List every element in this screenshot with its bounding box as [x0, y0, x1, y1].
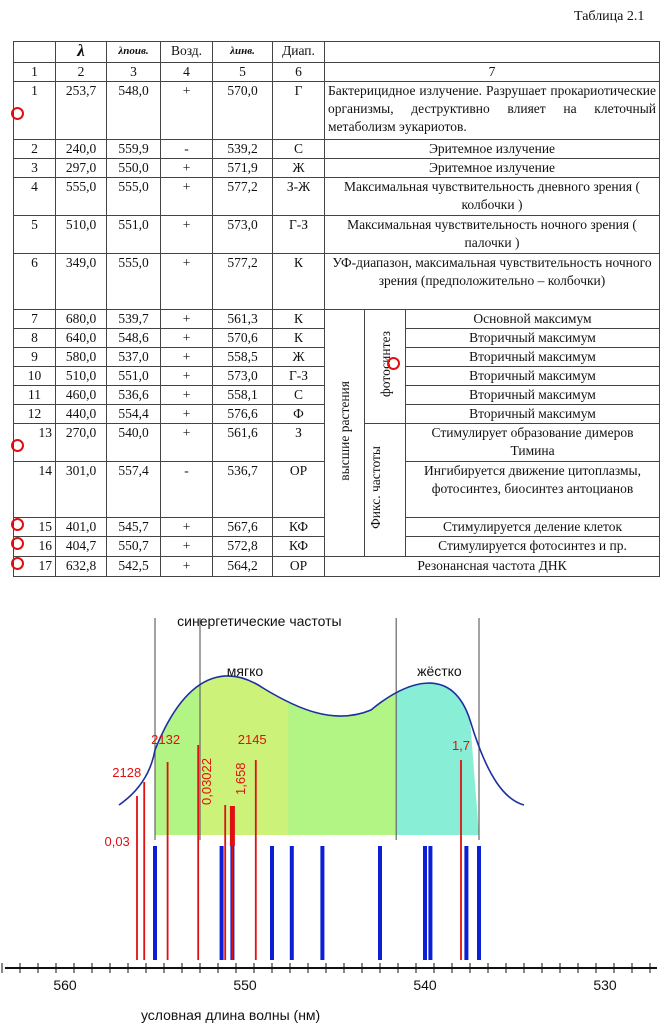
cell-lambda-poiv: 537,0 [107, 348, 161, 367]
row-number: 8 [14, 329, 56, 348]
cell-vozd: + [161, 329, 213, 348]
row-number: 10 [14, 367, 56, 386]
cell-lambda: 440,0 [56, 405, 107, 424]
spectrum-chart [0, 600, 660, 1027]
column-number: 4 [161, 63, 213, 82]
cell-lambda-inv: 570,6 [213, 329, 273, 348]
x-axis-label: условная длина волны (нм) [140, 1007, 321, 1023]
cell-vozd: + [161, 405, 213, 424]
row-number: 9 [14, 348, 56, 367]
region-label-soft: мягко [226, 663, 264, 679]
cell-diap: ОР [273, 557, 325, 577]
row-number: 4 [14, 178, 56, 216]
table-row [14, 82, 660, 140]
header-vozd: Возд. [161, 42, 213, 63]
cell-desc: Вторичный максимум [406, 329, 660, 348]
cell-vozd: + [161, 178, 213, 216]
red-line-thick [230, 806, 235, 846]
row-number: 17 [14, 557, 56, 577]
cell-desc: Стимулируется фотосинтез и пр. [406, 537, 660, 557]
cell-diap: З-Ж [273, 178, 325, 216]
cell-lambda-poiv: 554,4 [107, 405, 161, 424]
cell-desc: Эритемное излучение [325, 159, 660, 178]
x-tick-label: 560 [53, 977, 77, 993]
cell-vozd: + [161, 310, 213, 329]
red-label: 0,03 [104, 834, 130, 849]
cell-vozd: + [161, 82, 213, 140]
cell-diap: Ж [273, 348, 325, 367]
cell-lambda-inv: 561,3 [213, 310, 273, 329]
cell-desc: Вторичный максимум [406, 405, 660, 424]
cell-vozd: + [161, 518, 213, 537]
red-label: 2145 [237, 732, 267, 747]
cell-lambda-poiv: 557,4 [107, 462, 161, 518]
red-label: 1,658 [233, 762, 248, 795]
cell-diap: К [273, 310, 325, 329]
red-label: 2128 [112, 765, 142, 780]
table-row [14, 310, 660, 329]
row-number: 7 [14, 310, 56, 329]
blue-line [320, 846, 324, 960]
row-number: 12 [14, 405, 56, 424]
row-number: 1 [14, 82, 56, 140]
cell-lambda-inv: 577,2 [213, 254, 273, 310]
cell-lambda-poiv: 551,0 [107, 216, 161, 254]
cell-lambda: 240,0 [56, 140, 107, 159]
cell-lambda: 404,7 [56, 537, 107, 557]
row-marker-circle [11, 439, 24, 452]
cell-desc: Основной максимум [406, 310, 660, 329]
blue-line [290, 846, 294, 960]
cell-desc: УФ-диапазон, максимальная чувствительность ночного зрения (предположительно – колбочки) [325, 254, 660, 310]
row-number: 14 [14, 462, 56, 518]
chart-title: синергетические частоты [177, 613, 342, 629]
header-lambda: λ [56, 42, 107, 63]
cell-vozd: + [161, 537, 213, 557]
blue-line [477, 846, 481, 960]
cell-lambda-poiv: 548,6 [107, 329, 161, 348]
header-lambda-inv: λинв. [213, 42, 273, 63]
cell-lambda-inv: 573,0 [213, 367, 273, 386]
group-higher-plants [325, 310, 365, 557]
row-marker-circle [11, 557, 24, 570]
cell-desc: Максимальная чувствительность дневного зрения ( колбочки ) [325, 178, 660, 216]
cell-vozd: + [161, 348, 213, 367]
cell-lambda: 253,7 [56, 82, 107, 140]
row-number: 6 [14, 254, 56, 310]
cell-vozd: + [161, 216, 213, 254]
cell-diap: Ж [273, 159, 325, 178]
cell-lambda: 640,0 [56, 329, 107, 348]
cell-desc: Ингибируется движение цитоплазмы, фотосинтез, биосинтез антоцианов [406, 462, 660, 518]
cell-vozd: + [161, 159, 213, 178]
row-number: 2 [14, 140, 56, 159]
row-marker-circle [11, 518, 24, 531]
cell-lambda-inv: 577,2 [213, 178, 273, 216]
cell-lambda-inv: 558,1 [213, 386, 273, 405]
red-label: 1,7 [451, 738, 471, 753]
table-caption: Таблица 2.1 [574, 9, 645, 24]
group-photosynthesis [365, 310, 406, 424]
group-higher-plants-label: высшие растения [337, 380, 352, 481]
cell-desc: Бактерицидное излучение. Разрушает прокариотические организмы, деструктивно влияет на клеточный метаболизм эукариотов. [325, 82, 660, 140]
column-number: 3 [107, 63, 161, 82]
blue-line [428, 846, 432, 960]
cell-lambda-inv: 576,6 [213, 405, 273, 424]
cell-diap: З [273, 424, 325, 462]
cell-vozd: - [161, 462, 213, 518]
row-number: 16 [14, 537, 56, 557]
cell-lambda-inv: 564,2 [213, 557, 273, 577]
row-number: 15 [14, 518, 56, 537]
cell-lambda-inv: 571,9 [213, 159, 273, 178]
table-row [14, 159, 660, 178]
cell-lambda-inv: 573,0 [213, 216, 273, 254]
row-marker-circle [11, 107, 24, 120]
cell-lambda-inv: 572,8 [213, 537, 273, 557]
cell-vozd: + [161, 367, 213, 386]
data-table [13, 41, 660, 577]
cell-desc: Максимальная чувствительность ночного зрения ( палочки ) [325, 216, 660, 254]
cell-lambda-inv: 539,2 [213, 140, 273, 159]
column-number: 1 [14, 63, 56, 82]
header-row [14, 42, 660, 63]
cell-lambda-poiv: 550,0 [107, 159, 161, 178]
x-tick-label: 530 [593, 977, 617, 993]
cell-desc: Стимулирует образование димеров Тимина [406, 424, 660, 462]
group-photosynthesis-label: фотосинтез [377, 331, 393, 397]
cell-lambda: 270,0 [56, 424, 107, 462]
cell-lambda: 510,0 [56, 367, 107, 386]
group-fix-freq [365, 424, 406, 557]
cell-diap: К [273, 254, 325, 310]
column-number: 5 [213, 63, 273, 82]
cell-desc: Резонансная частота ДНК [325, 557, 660, 577]
row-number: 3 [14, 159, 56, 178]
cell-lambda-poiv: 539,7 [107, 310, 161, 329]
table-row [14, 178, 660, 216]
x-tick-label: 540 [413, 977, 437, 993]
cell-lambda: 460,0 [56, 386, 107, 405]
cell-desc: Вторичный максимум [406, 367, 660, 386]
table-row [14, 216, 660, 254]
row-marker-circle [387, 357, 400, 370]
table-row [14, 254, 660, 310]
cell-diap: С [273, 386, 325, 405]
cell-vozd: + [161, 424, 213, 462]
cell-vozd: + [161, 557, 213, 577]
cell-lambda-poiv: 536,6 [107, 386, 161, 405]
cell-diap: Г-З [273, 367, 325, 386]
header-empty [14, 42, 56, 63]
header-desc [325, 42, 660, 63]
red-label: 2132 [151, 732, 181, 747]
blue-line [464, 846, 468, 960]
cell-lambda: 297,0 [56, 159, 107, 178]
cell-vozd: - [161, 140, 213, 159]
cell-lambda-poiv: 548,0 [107, 82, 161, 140]
cell-lambda-poiv: 542,5 [107, 557, 161, 577]
cell-lambda: 301,0 [56, 462, 107, 518]
blue-line [270, 846, 274, 960]
cell-lambda: 510,0 [56, 216, 107, 254]
cell-lambda: 555,0 [56, 178, 107, 216]
cell-desc: Эритемное излучение [325, 140, 660, 159]
row-marker-circle [11, 537, 24, 550]
region-fill-1 [396, 600, 479, 840]
cell-lambda: 401,0 [56, 518, 107, 537]
cell-lambda-inv: 567,6 [213, 518, 273, 537]
table-row [14, 557, 660, 577]
blue-line [153, 846, 157, 960]
red-label: 0,03022 [198, 758, 214, 805]
blue-line [378, 846, 382, 960]
table-row [14, 140, 660, 159]
cell-lambda-inv: 558,5 [213, 348, 273, 367]
column-number: 2 [56, 63, 107, 82]
cell-diap: Г-З [273, 216, 325, 254]
cell-lambda-poiv: 550,7 [107, 537, 161, 557]
cell-lambda-poiv: 555,0 [107, 178, 161, 216]
header-lambda-poiv: λпоив. [107, 42, 161, 63]
cell-vozd: + [161, 254, 213, 310]
cell-lambda-poiv: 551,0 [107, 367, 161, 386]
cell-lambda: 580,0 [56, 348, 107, 367]
region-label-hard: жёстко [417, 663, 462, 679]
cell-lambda-poiv: 559,9 [107, 140, 161, 159]
x-tick-label: 550 [233, 977, 257, 993]
header-diap: Диап. [273, 42, 325, 63]
cell-desc: Вторичный максимум [406, 386, 660, 405]
row-number: 5 [14, 216, 56, 254]
cell-lambda: 680,0 [56, 310, 107, 329]
row-number: 11 [14, 386, 56, 405]
cell-diap: Г [273, 82, 325, 140]
cell-lambda-inv: 570,0 [213, 82, 273, 140]
cell-diap: КФ [273, 537, 325, 557]
cell-vozd: + [161, 386, 213, 405]
cell-desc: Вторичный максимум [406, 348, 660, 367]
row-number: 13 [14, 424, 56, 462]
column-number: 6 [273, 63, 325, 82]
column-number: 7 [325, 63, 660, 82]
group-fix-freq-label: Фикс. частоты [368, 446, 383, 529]
cell-lambda-poiv: 540,0 [107, 424, 161, 462]
cell-diap: ОР [273, 462, 325, 518]
cell-diap: Ф [273, 405, 325, 424]
cell-lambda-poiv: 545,7 [107, 518, 161, 537]
cell-desc: Стимулируется деление клеток [406, 518, 660, 537]
cell-lambda: 349,0 [56, 254, 107, 310]
cell-lambda-poiv: 555,0 [107, 254, 161, 310]
cell-lambda-inv: 536,7 [213, 462, 273, 518]
cell-lambda-inv: 561,6 [213, 424, 273, 462]
cell-lambda: 632,8 [56, 557, 107, 577]
cell-diap: КФ [273, 518, 325, 537]
blue-line [220, 846, 224, 960]
blue-line [423, 846, 427, 960]
cell-diap: К [273, 329, 325, 348]
cell-diap: С [273, 140, 325, 159]
column-number-row [14, 63, 660, 82]
